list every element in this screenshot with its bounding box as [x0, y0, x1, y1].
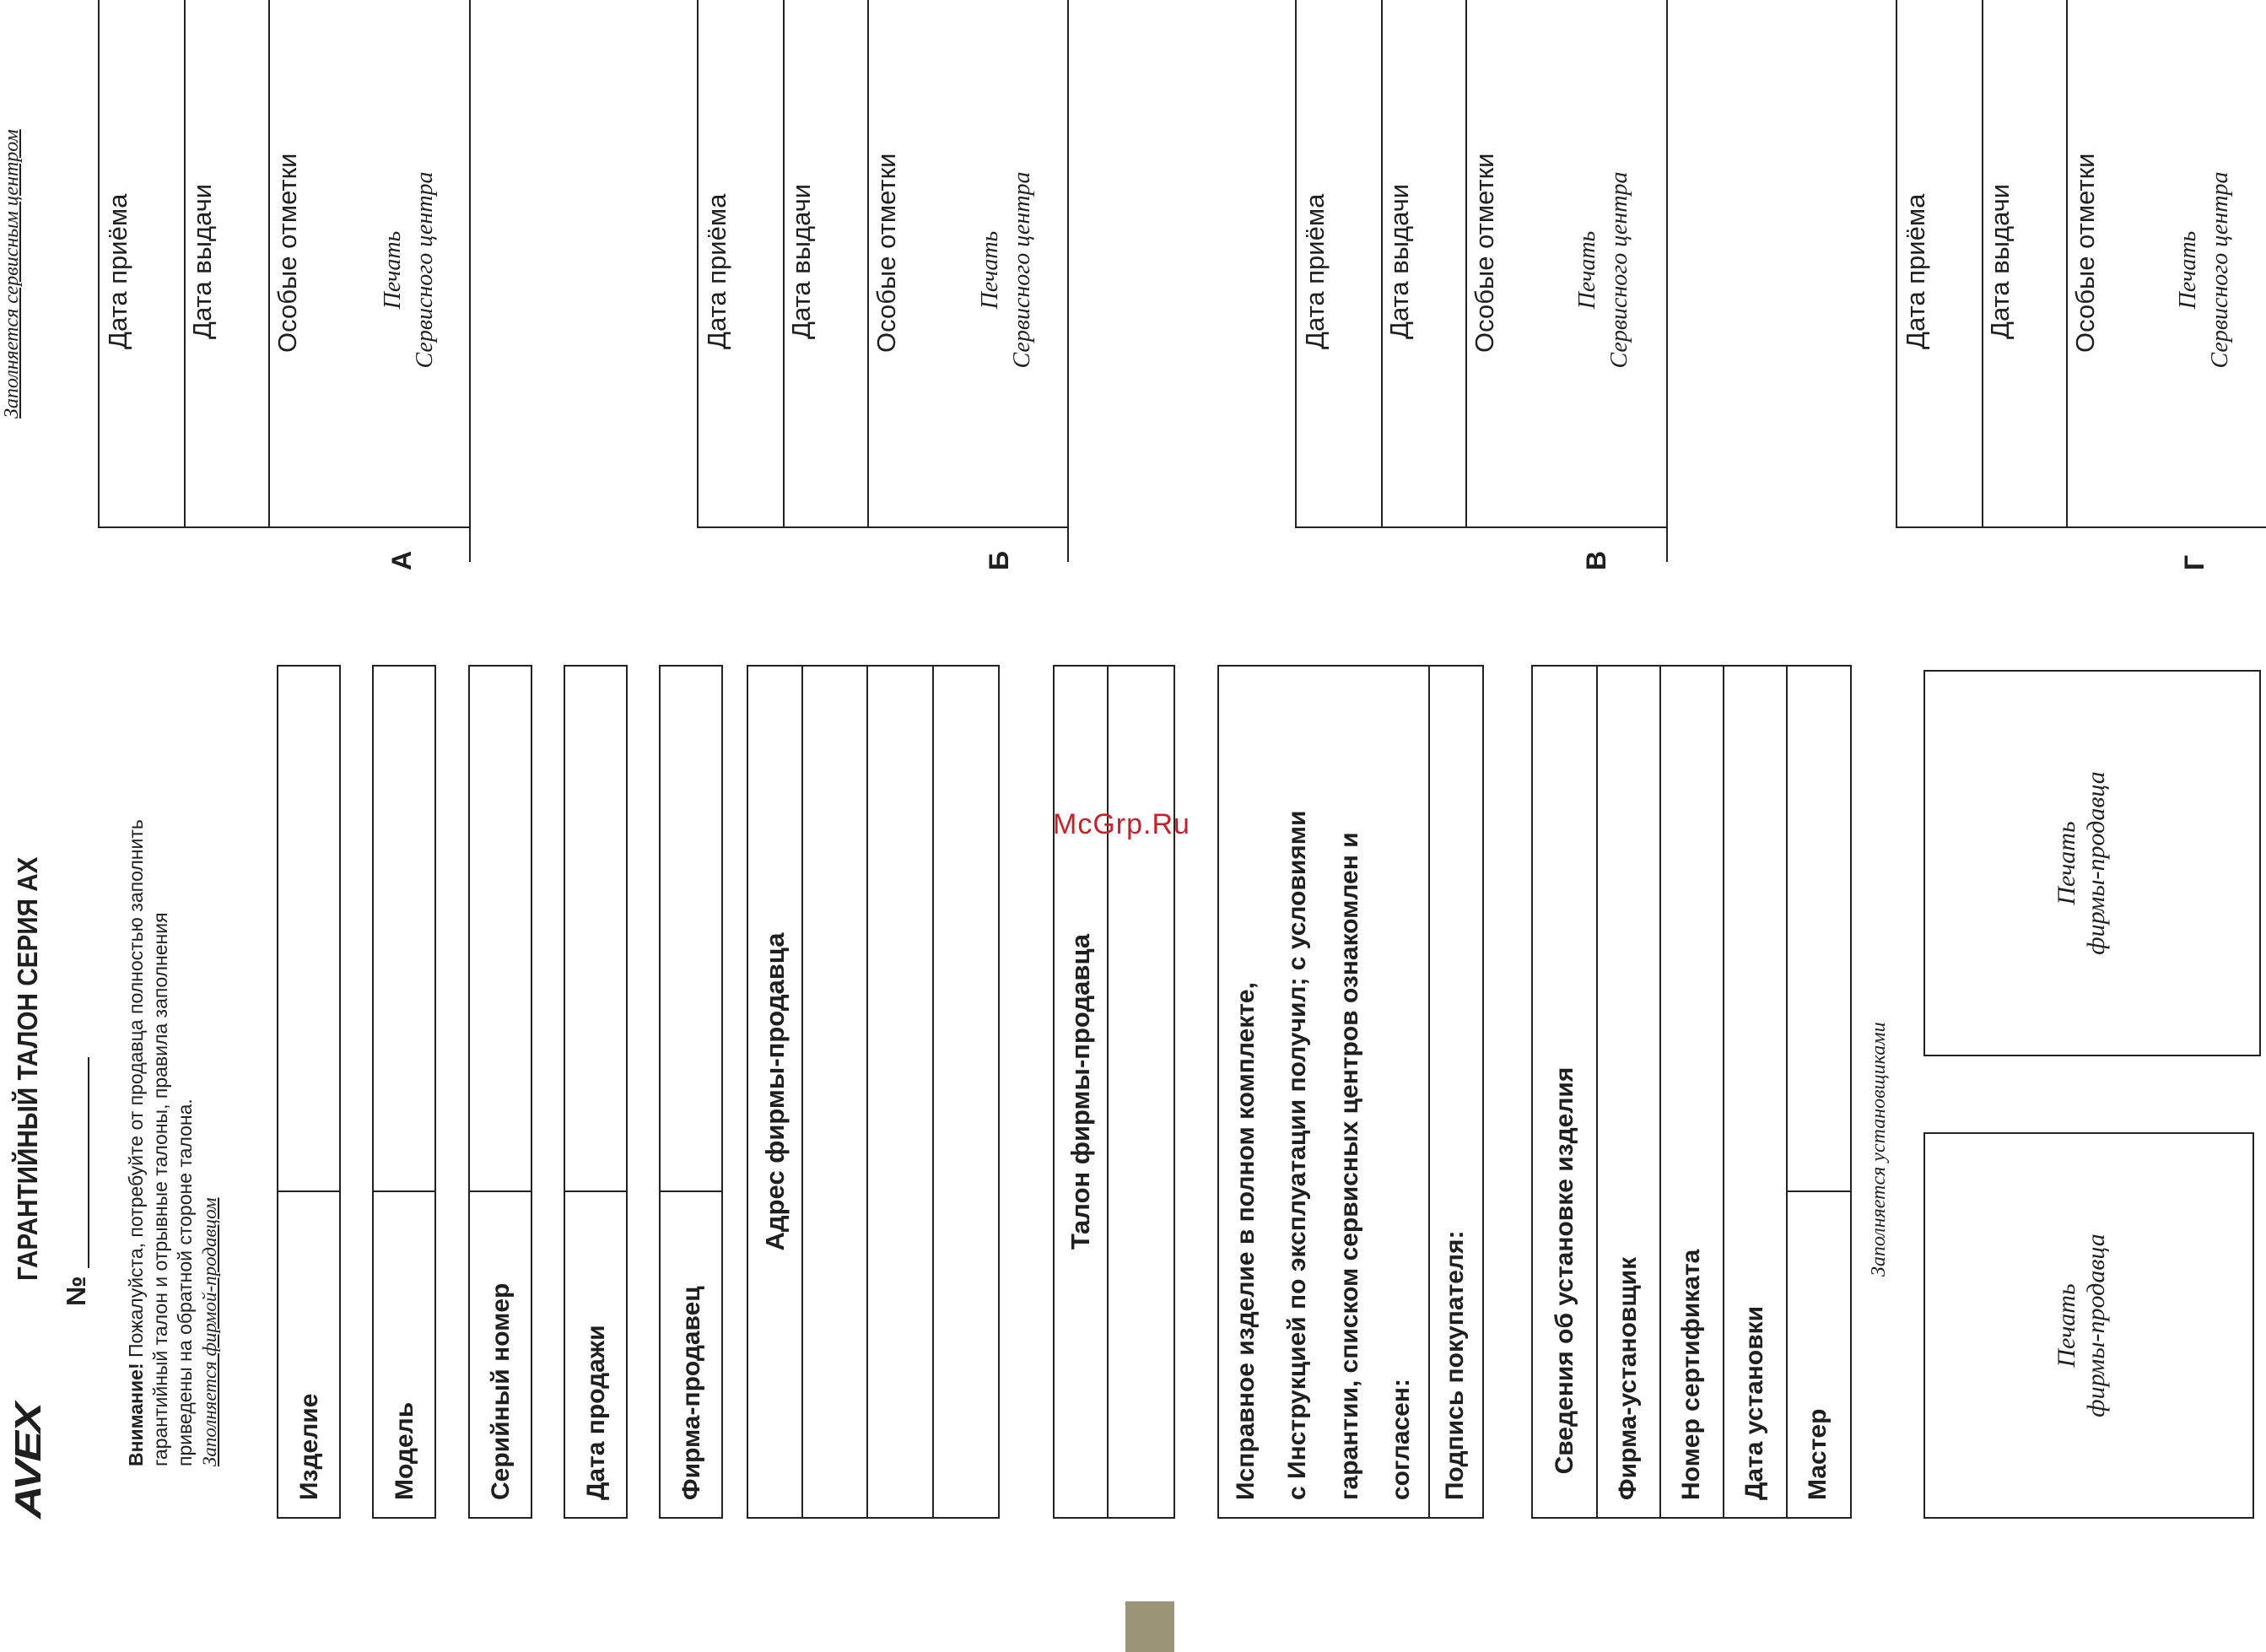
coupon-a-receive-date-label[interactable]: Дата приёма: [103, 193, 132, 349]
service-center-note: Заполняется сервисным центром: [1, 129, 23, 418]
field-model[interactable]: [372, 665, 436, 1519]
address-line: [932, 665, 934, 1519]
field-product[interactable]: [277, 665, 341, 1519]
coupon-b-stamp-line-2: Сервисного центра: [1009, 171, 1035, 369]
brand-logo: AVEX: [8, 1404, 49, 1519]
coupon-a-stamp-line-2: Сервисного центра: [412, 171, 438, 369]
coupon-g-receive-date-label[interactable]: Дата приёма: [1901, 193, 1930, 349]
seller-address-label: Адрес фирмы-продавца: [760, 932, 790, 1251]
coupon-a-special-notes-label[interactable]: Особые отметки: [272, 153, 302, 353]
coupon-b-stamp-line-1: Печать: [977, 230, 1003, 310]
notice-text-1: Пожалуйста, потребуйте от продавца полностью заполнить: [125, 819, 147, 1358]
installation-date-label: Дата установки: [1740, 1305, 1768, 1500]
coupon-g-special-notes-label[interactable]: Особые отметки: [2070, 153, 2100, 353]
field-divider: [659, 1190, 723, 1192]
coupon-b-letter: Б: [984, 551, 1014, 570]
seller-stamp-1-line-2: фирмы-продавца: [2082, 1234, 2110, 1417]
coupon-v-field-underline: [1381, 0, 1383, 528]
buyer-statement-line-1: Исправное изделие в полном комплекте,: [1232, 982, 1260, 1500]
coupon-g-field-underline: [2066, 0, 2068, 528]
coupon-b-field-line: [697, 526, 1068, 528]
field-model-label: Модель: [391, 1401, 418, 1500]
coupon-g-field-line: [1896, 526, 2266, 528]
notice-line-2: гарантийный талон и отрывные талоны, правила заполнения: [149, 912, 171, 1466]
notice-fill-note: Заполняется фирмой-продавцом: [199, 1197, 220, 1466]
field-product-label: Изделие: [295, 1393, 323, 1500]
coupon-b-special-notes-label[interactable]: Особые отметки: [871, 153, 901, 353]
coupon-separator-ab: [1067, 0, 1069, 562]
field-divider: [564, 1190, 628, 1192]
coupon-v-special-notes-label[interactable]: Особые отметки: [1470, 153, 1499, 353]
buyer-statement-line-4: согласен:: [1387, 1379, 1415, 1500]
field-divider: [372, 1190, 436, 1192]
seller-stamp-1-line-1: Печать: [2053, 1283, 2080, 1368]
installers-note: Заполняется установщиками: [1868, 1022, 1890, 1277]
address-line: [801, 665, 803, 1519]
notice-bold: Внимание!: [125, 1363, 147, 1466]
coupon-v-field-underline: [1295, 0, 1297, 528]
coupon-v-stamp-line-1: Печать: [1574, 230, 1600, 310]
coupon-g-field-underline: [1982, 0, 1983, 528]
coupon-a-field-underline: [184, 0, 186, 528]
coupon-g-letter: Г: [2179, 554, 2209, 570]
coupon-v-issue-date-label[interactable]: Дата выдачи: [1384, 183, 1414, 339]
install-line: [1786, 665, 1788, 1519]
field-divider: [277, 1190, 341, 1192]
coupon-v-letter: В: [1581, 550, 1611, 570]
coupon-v-receive-date-label[interactable]: Дата приёма: [1300, 193, 1330, 349]
certificate-number-label: Номер сертификата: [1677, 1249, 1705, 1500]
field-serial-label: Серийный номер: [487, 1282, 515, 1500]
coupon-a-field-underline: [268, 0, 270, 528]
coupon-a-stamp-line-1: Печать: [380, 230, 406, 310]
coupon-separator-top: [469, 0, 471, 562]
coupon-g-field-underline: [1896, 0, 1897, 528]
number-label: №: [61, 1276, 91, 1306]
field-divider: [468, 1190, 532, 1192]
seller-coupon-label: Талон фирмы-продавца: [1066, 933, 1095, 1250]
buyer-statement-line-3: гарантии, списком сервисных центров ознакомлен и: [1335, 832, 1363, 1500]
master-label: Мастер: [1804, 1408, 1832, 1500]
coupon-g-stamp-line-2: Сервисного центра: [2207, 171, 2233, 369]
coupon-v-stamp-line-2: Сервисного центра: [1606, 171, 1632, 369]
install-line: [1596, 665, 1598, 1519]
coupon-v-field-line: [1295, 526, 1666, 528]
installation-title: Сведения об установке изделия: [1551, 1066, 1578, 1475]
notice-line-1: [127, 819, 146, 1466]
install-divider: [1786, 1190, 1852, 1192]
coupon-b-issue-date-label[interactable]: Дата выдачи: [786, 183, 816, 339]
coupon-g-issue-date-label[interactable]: Дата выдачи: [1985, 183, 2015, 339]
page-title: ГАРАНТИЙНЫЙ ТАЛОН СЕРИЯ АХ: [12, 856, 43, 1281]
number-underline: [88, 1057, 89, 1268]
coupon-line: [1107, 665, 1109, 1519]
statement-line: [1428, 665, 1430, 1519]
install-line: [1723, 665, 1724, 1519]
coupon-a-issue-date-label[interactable]: Дата выдачи: [187, 183, 217, 339]
buyer-statement-line-2: с Инструкцией по эксплуатации получил; с условиями: [1283, 810, 1311, 1500]
field-sale-date-label: Дата продажи: [582, 1325, 610, 1500]
page-tab-marker: [1125, 1601, 1174, 1652]
coupon-g-stamp-line-1: Печать: [2175, 230, 2201, 310]
coupon-b-field-underline: [867, 0, 869, 528]
watermark: McGrp.Ru: [1053, 808, 1190, 840]
coupon-separator-bv: [1666, 0, 1668, 562]
coupon-a-field-underline: [98, 0, 100, 528]
coupon-b-field-underline: [697, 0, 699, 528]
seller-stamp-2-line-1: Печать: [2053, 821, 2080, 905]
coupon-v-field-underline: [1465, 0, 1467, 528]
seller-stamp-2-line-2: фирмы-продавца: [2082, 771, 2110, 955]
field-seller-label: Фирма-продавец: [677, 1286, 705, 1500]
install-line: [1659, 665, 1661, 1519]
coupon-a-field-line: [268, 526, 469, 528]
coupon-a-letter: А: [386, 550, 417, 570]
coupon-b-field-underline: [783, 0, 785, 528]
address-line: [866, 665, 868, 1519]
notice-line-3: приведены на обратной стороне талона.: [174, 1099, 196, 1466]
buyer-signature-label[interactable]: Подпись покупателя:: [1441, 1230, 1469, 1500]
coupon-b-receive-date-label[interactable]: Дата приёма: [702, 193, 731, 349]
installer-firm-label: Фирма-установщик: [1614, 1256, 1642, 1500]
